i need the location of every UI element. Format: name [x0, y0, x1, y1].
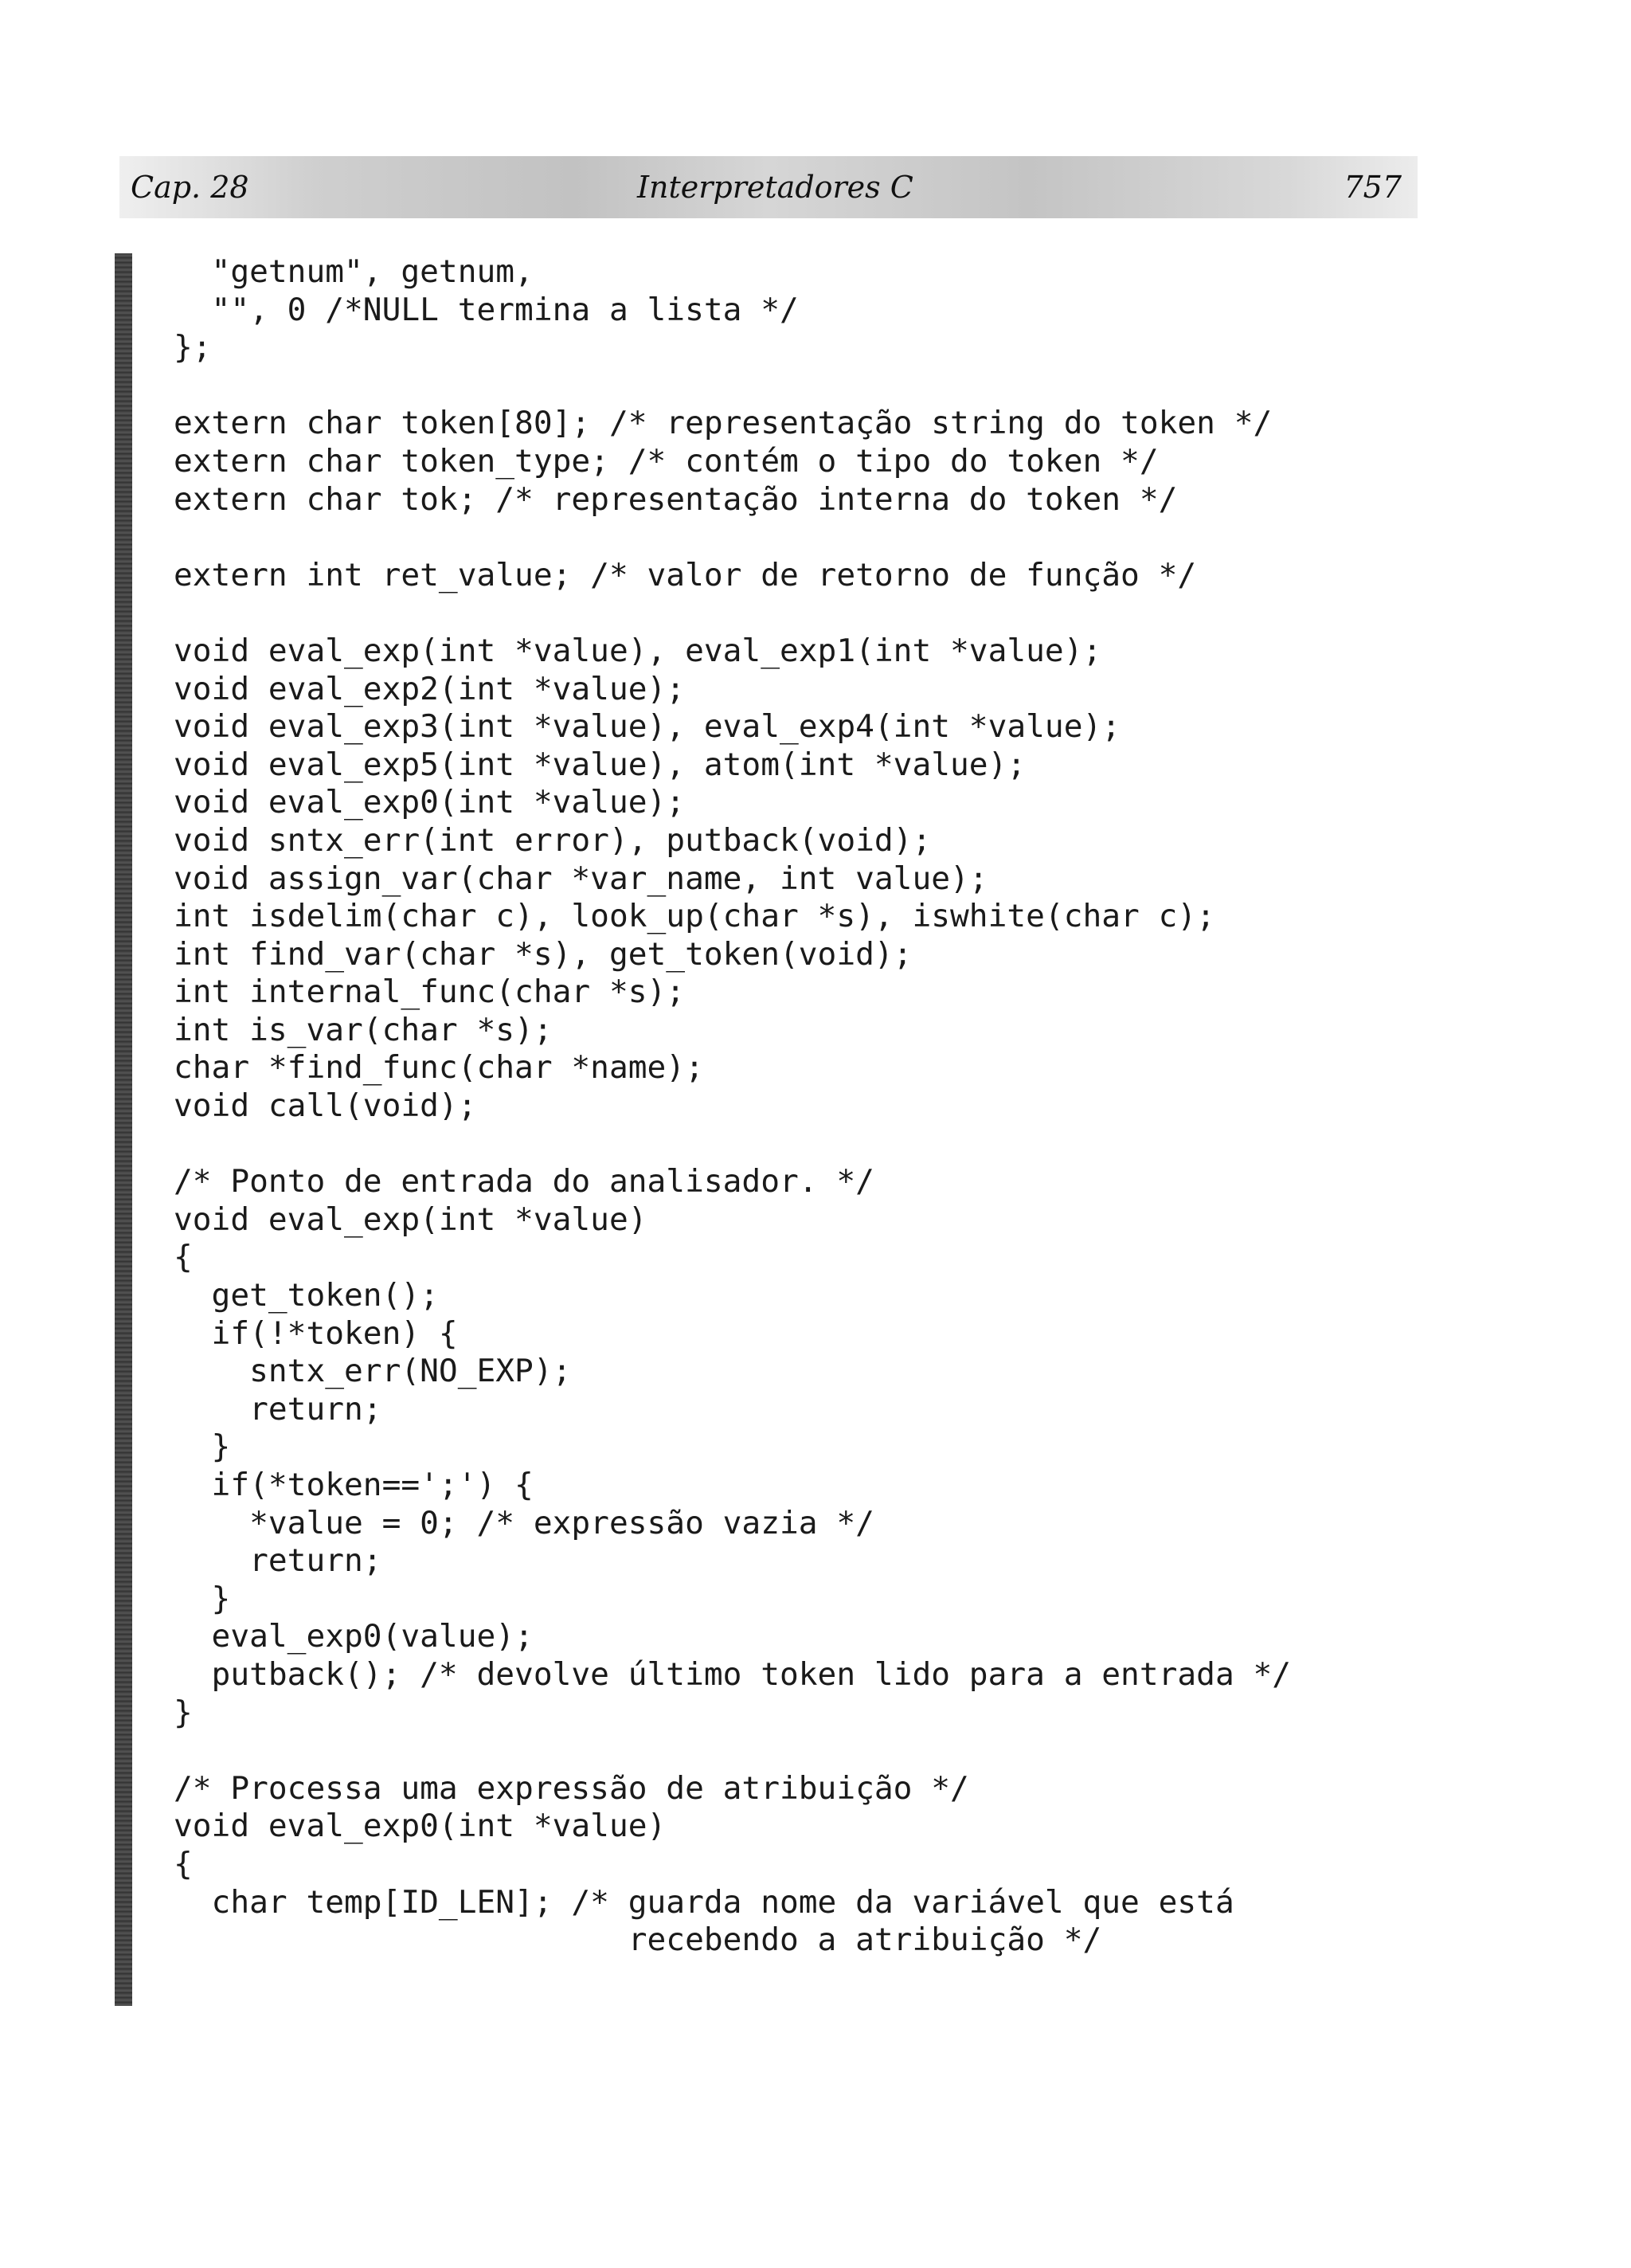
- code-line: [174, 1732, 1291, 1770]
- code-line: int internal_func(char *s);: [174, 973, 686, 1011]
- code-line: void eval_exp0(int *value): [174, 1808, 667, 1845]
- code-line: int find_var(char *s), get_token(void);: [174, 935, 913, 973]
- code-line: void eval_exp2(int *value);: [174, 670, 686, 707]
- code-line: extern char tok; /* representação interna do token */: [174, 480, 1178, 518]
- code-line: eval_exp0(value);: [174, 1618, 534, 1655]
- code-line: [174, 519, 1291, 557]
- code-margin-bar: [115, 253, 132, 2006]
- code-line: /* Ponto de entrada do analisador. */: [174, 1163, 874, 1201]
- code-line: void call(void);: [174, 1087, 477, 1125]
- code-line: int is_var(char *s);: [174, 1011, 553, 1048]
- code-listing: [174, 253, 1291, 1960]
- code-line: {: [174, 1845, 193, 1882]
- code-line: recebendo a atribuição */: [174, 1921, 1102, 1959]
- code-line: *value = 0; /* expressão vazia */: [174, 1504, 874, 1541]
- code-line: char temp[ID_LEN]; /* guarda nome da variável que está: [174, 1883, 1234, 1921]
- page-number: 757: [1344, 170, 1402, 205]
- code-line: void eval_exp(int *value), eval_exp1(int *value);: [174, 632, 1102, 669]
- code-line: void eval_exp5(int *value), atom(int *value);: [174, 746, 1027, 783]
- code-line: {: [174, 1239, 193, 1276]
- code-line: "getnum", getnum,: [174, 253, 534, 290]
- code-line: return;: [174, 1390, 382, 1428]
- code-line: extern int ret_value; /* valor de retorno de função */: [174, 556, 1197, 593]
- code-line: if(!*token) {: [174, 1314, 458, 1352]
- code-line: }: [174, 1580, 231, 1617]
- code-line: void assign_var(char *var_name, int value);: [174, 860, 988, 897]
- code-line: extern char token_type; /* contém o tipo do token */: [174, 442, 1159, 480]
- code-line: void eval_exp(int *value): [174, 1201, 647, 1238]
- code-line: if(*token==';') {: [174, 1467, 534, 1503]
- code-line: [174, 367, 1291, 405]
- code-line: extern char token[80]; /* representação string do token */: [174, 405, 1273, 442]
- code-line: void eval_exp0(int *value);: [174, 784, 686, 821]
- code-line: [174, 594, 1291, 633]
- code-line: }: [174, 1694, 193, 1731]
- code-line: int isdelim(char c), look_up(char *s), iswhite(char c);: [174, 898, 1215, 935]
- code-line: /* Processa uma expressão de atribuição */: [174, 1769, 969, 1807]
- code-line: sntx_err(NO_EXP);: [174, 1353, 572, 1390]
- code-line: get_token();: [174, 1277, 439, 1314]
- chapter-title: Interpretadores C: [637, 170, 913, 205]
- code-line: [174, 1126, 1291, 1164]
- code-line: void eval_exp3(int *value), eval_exp4(int *value);: [174, 708, 1121, 746]
- page-header: [119, 156, 1418, 218]
- code-line: };: [174, 329, 212, 366]
- code-line: void sntx_err(int error), putback(void);: [174, 821, 932, 859]
- code-line: "", 0 /*NULL termina a lista */: [174, 291, 799, 328]
- code-line: }: [174, 1428, 231, 1466]
- code-line: return;: [174, 1542, 382, 1580]
- code-line: char *find_func(char *name);: [174, 1049, 704, 1087]
- chapter-label: Cap. 28: [131, 170, 249, 205]
- code-line: putback(); /* devolve último token lido para a entrada */: [174, 1655, 1292, 1693]
